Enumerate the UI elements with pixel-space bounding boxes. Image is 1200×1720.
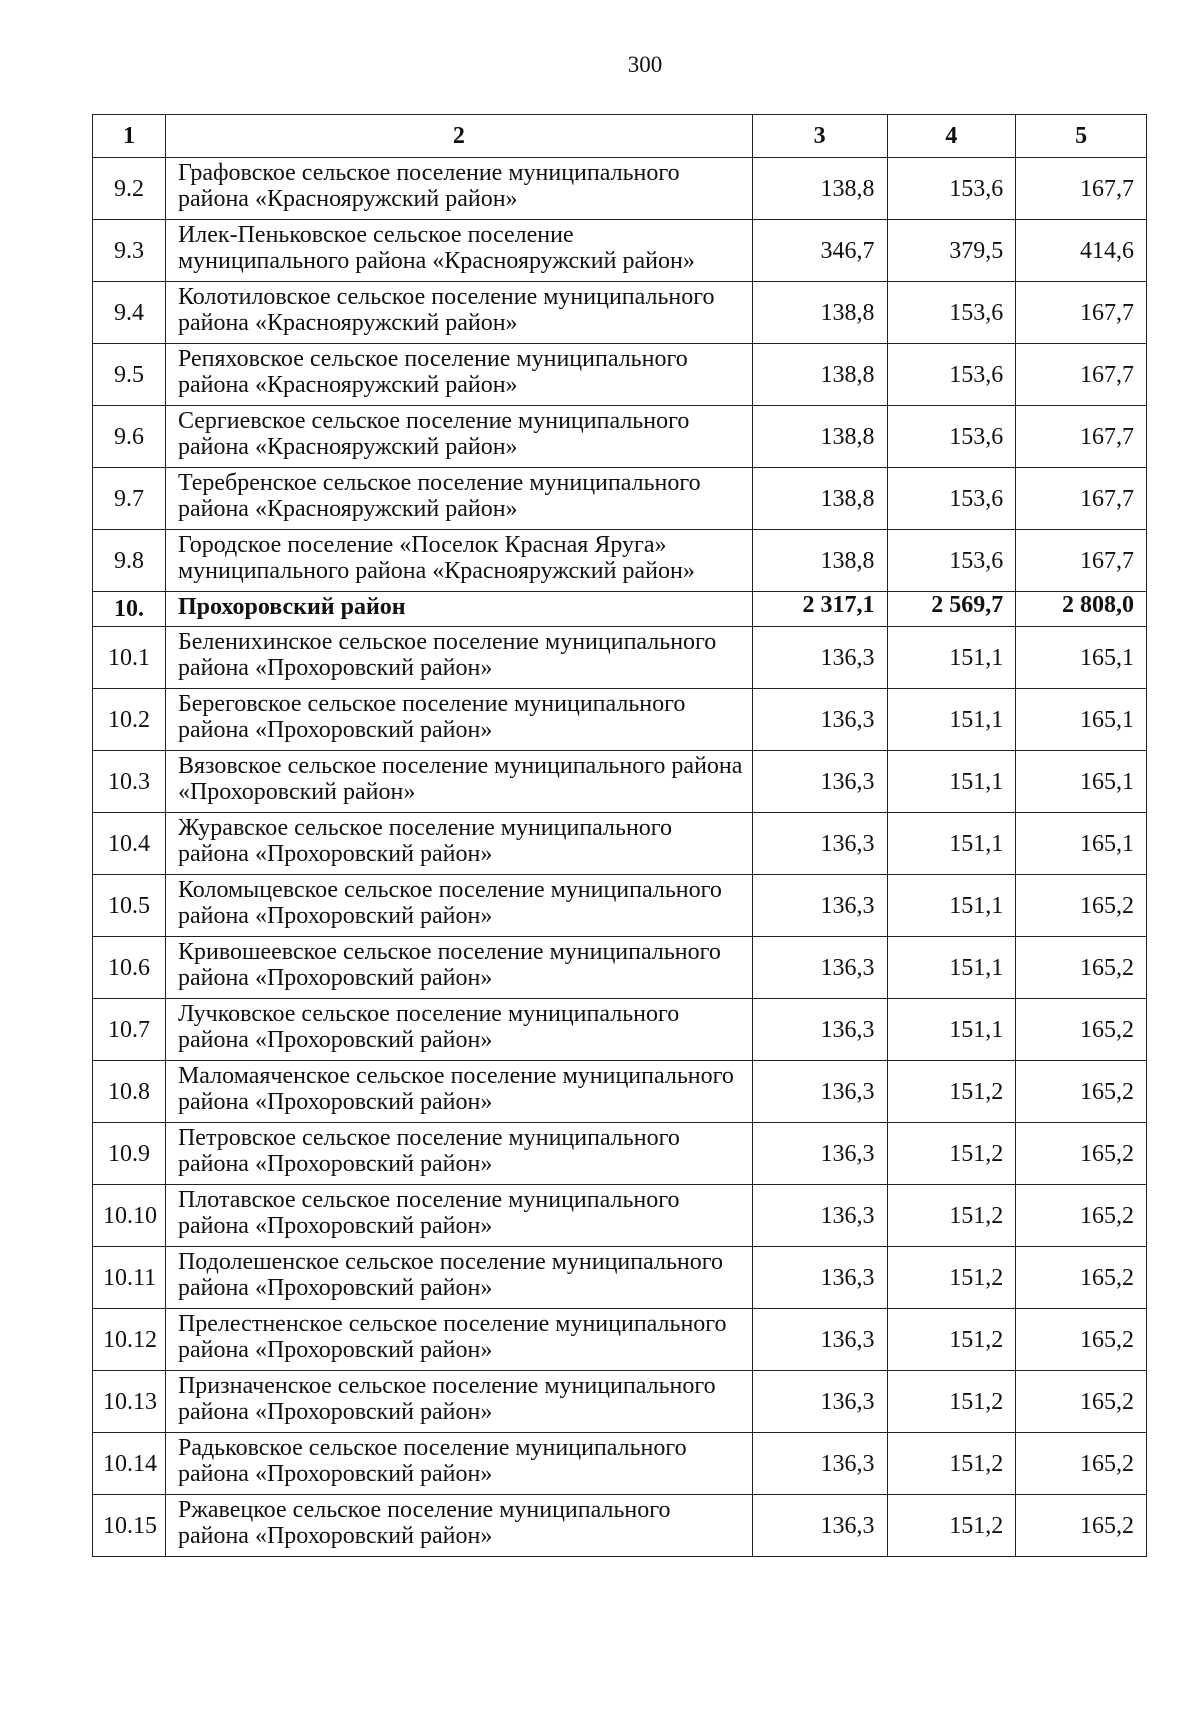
row-value-col5: 167,7 xyxy=(1016,530,1147,592)
table-row xyxy=(93,813,1147,875)
row-name-cell: Лучковское сельское поселение муниципального района «Прохоровский район» xyxy=(165,999,752,1061)
table-row xyxy=(93,751,1147,813)
row-value-col3: 138,8 xyxy=(752,530,887,592)
row-value-col3: 136,3 xyxy=(752,689,887,751)
row-value-col4: 379,5 xyxy=(887,220,1016,282)
row-value-col5: 165,2 xyxy=(1016,875,1147,937)
table-row xyxy=(93,344,1147,406)
row-name-cell: Подолешенское сельское поселение муниципального района «Прохоровский район» xyxy=(165,1247,752,1309)
row-number-cell: 10. xyxy=(93,592,166,627)
table-row xyxy=(93,1185,1147,1247)
row-value-col3: 136,3 xyxy=(752,627,887,689)
row-value-col5: 165,2 xyxy=(1016,1495,1147,1557)
row-number-cell: 10.6 xyxy=(93,937,166,999)
table-row xyxy=(93,468,1147,530)
table-row xyxy=(93,1123,1147,1185)
row-value-col4: 151,1 xyxy=(887,999,1016,1061)
row-name-cell: Вязовское сельское поселение муниципального района «Прохоровский район» xyxy=(165,751,752,813)
row-value-col4: 151,2 xyxy=(887,1123,1016,1185)
page-number: 300 xyxy=(627,52,663,77)
row-value-col5: 167,7 xyxy=(1016,158,1147,220)
table-row xyxy=(93,220,1147,282)
row-number-cell: 9.4 xyxy=(93,282,166,344)
table-row xyxy=(93,158,1147,220)
row-value-col3: 136,3 xyxy=(752,937,887,999)
table-row xyxy=(93,999,1147,1061)
row-name-cell: Радьковское сельское поселение муниципального района «Прохоровский район» xyxy=(165,1433,752,1495)
row-name-cell: Береговское сельское поселение муниципального района «Прохоровский район» xyxy=(165,689,752,751)
table-row xyxy=(93,1433,1147,1495)
row-value-col4: 151,2 xyxy=(887,1433,1016,1495)
row-value-col5: 165,1 xyxy=(1016,689,1147,751)
row-value-col5: 2 808,0 xyxy=(1016,592,1147,627)
row-value-col4: 153,6 xyxy=(887,468,1016,530)
table-body xyxy=(93,158,1147,1557)
row-value-col4: 153,6 xyxy=(887,530,1016,592)
row-value-col3: 136,3 xyxy=(752,999,887,1061)
row-value-col4: 151,1 xyxy=(887,875,1016,937)
row-value-col5: 167,7 xyxy=(1016,344,1147,406)
row-value-col5: 165,2 xyxy=(1016,937,1147,999)
table-section-row xyxy=(93,592,1147,627)
row-value-col4: 151,1 xyxy=(887,813,1016,875)
row-name-cell: Маломаяченское сельское поселение муниципального района «Прохоровский район» xyxy=(165,1061,752,1123)
row-value-col4: 151,1 xyxy=(887,689,1016,751)
table-row xyxy=(93,627,1147,689)
table-row xyxy=(93,1495,1147,1557)
row-value-col5: 165,2 xyxy=(1016,1185,1147,1247)
row-number-cell: 9.6 xyxy=(93,406,166,468)
row-value-col5: 165,2 xyxy=(1016,1061,1147,1123)
table-row xyxy=(93,406,1147,468)
row-value-col5: 167,7 xyxy=(1016,282,1147,344)
row-value-col4: 151,2 xyxy=(887,1309,1016,1371)
row-name-cell: Беленихинское сельское поселение муниципального района «Прохоровский район» xyxy=(165,627,752,689)
table-row xyxy=(93,1309,1147,1371)
row-value-col5: 165,2 xyxy=(1016,1123,1147,1185)
row-number-cell: 10.12 xyxy=(93,1309,166,1371)
row-number-cell: 10.13 xyxy=(93,1371,166,1433)
row-name-cell: Коломыцевское сельское поселение муниципального района «Прохоровский район» xyxy=(165,875,752,937)
row-value-col5: 165,2 xyxy=(1016,1309,1147,1371)
row-number-cell: 9.2 xyxy=(93,158,166,220)
row-number-cell: 9.5 xyxy=(93,344,166,406)
table-row xyxy=(93,530,1147,592)
row-value-col3: 2 317,1 xyxy=(752,592,887,627)
row-name-cell: Петровское сельское поселение муниципального района «Прохоровский район» xyxy=(165,1123,752,1185)
table-row xyxy=(93,282,1147,344)
row-name-cell: Кривошеевское сельское поселение муниципального района «Прохоровский район» xyxy=(165,937,752,999)
row-value-col5: 165,2 xyxy=(1016,999,1147,1061)
row-name-cell: Графовское сельское поселение муниципального района «Краснояружский район» xyxy=(165,158,752,220)
row-value-col3: 136,3 xyxy=(752,1309,887,1371)
row-value-col5: 167,7 xyxy=(1016,468,1147,530)
row-value-col4: 153,6 xyxy=(887,158,1016,220)
row-value-col5: 165,1 xyxy=(1016,751,1147,813)
row-value-col4: 151,1 xyxy=(887,627,1016,689)
row-number-cell: 9.3 xyxy=(93,220,166,282)
row-value-col5: 165,2 xyxy=(1016,1433,1147,1495)
row-name-cell: Городское поселение «Поселок Красная Яруга» муниципального района «Краснояружский район» xyxy=(165,530,752,592)
row-value-col5: 167,7 xyxy=(1016,406,1147,468)
row-name-cell: Репяховское сельское поселение муниципального района «Краснояружский район» xyxy=(165,344,752,406)
row-value-col5: 165,2 xyxy=(1016,1247,1147,1309)
row-number-cell: 10.3 xyxy=(93,751,166,813)
row-number-cell: 10.14 xyxy=(93,1433,166,1495)
row-name-cell: Теребренское сельское поселение муниципального района «Краснояружский район» xyxy=(165,468,752,530)
row-value-col4: 151,1 xyxy=(887,937,1016,999)
row-value-col3: 136,3 xyxy=(752,1247,887,1309)
row-value-col3: 136,3 xyxy=(752,1061,887,1123)
row-number-cell: 10.7 xyxy=(93,999,166,1061)
row-value-col5: 165,2 xyxy=(1016,1371,1147,1433)
row-value-col4: 151,1 xyxy=(887,751,1016,813)
row-value-col4: 153,6 xyxy=(887,344,1016,406)
column-header: 2 xyxy=(165,115,752,158)
row-value-col3: 138,8 xyxy=(752,468,887,530)
row-value-col3: 136,3 xyxy=(752,1371,887,1433)
row-value-col3: 136,3 xyxy=(752,1433,887,1495)
row-value-col3: 136,3 xyxy=(752,813,887,875)
row-value-col4: 153,6 xyxy=(887,406,1016,468)
row-name-cell: Прохоровский район xyxy=(165,592,752,627)
row-number-cell: 10.5 xyxy=(93,875,166,937)
row-value-col3: 138,8 xyxy=(752,406,887,468)
row-number-cell: 10.10 xyxy=(93,1185,166,1247)
row-number-cell: 10.2 xyxy=(93,689,166,751)
table-row xyxy=(93,1247,1147,1309)
row-number-cell: 10.8 xyxy=(93,1061,166,1123)
row-value-col3: 136,3 xyxy=(752,875,887,937)
row-name-cell: Колотиловское сельское поселение муниципального района «Краснояружский район» xyxy=(165,282,752,344)
row-name-cell: Илек-Пеньковское сельское поселение муниципального района «Краснояружский район» xyxy=(165,220,752,282)
row-name-cell: Призначенское сельское поселение муниципального района «Прохоровский район» xyxy=(165,1371,752,1433)
row-value-col4: 151,2 xyxy=(887,1247,1016,1309)
row-value-col4: 151,2 xyxy=(887,1495,1016,1557)
row-value-col5: 165,1 xyxy=(1016,627,1147,689)
row-value-col3: 136,3 xyxy=(752,1123,887,1185)
row-name-cell: Плотавское сельское поселение муниципального района «Прохоровский район» xyxy=(165,1185,752,1247)
table-row xyxy=(93,1371,1147,1433)
table-row xyxy=(93,875,1147,937)
row-value-col3: 136,3 xyxy=(752,751,887,813)
column-header: 5 xyxy=(1016,115,1147,158)
table-row xyxy=(93,937,1147,999)
row-value-col3: 138,8 xyxy=(752,158,887,220)
row-number-cell: 9.7 xyxy=(93,468,166,530)
row-number-cell: 10.9 xyxy=(93,1123,166,1185)
row-value-col3: 138,8 xyxy=(752,282,887,344)
row-number-cell: 10.15 xyxy=(93,1495,166,1557)
row-name-cell: Сергиевское сельское поселение муниципального района «Краснояружский район» xyxy=(165,406,752,468)
data-table xyxy=(92,114,1147,1557)
row-value-col5: 414,6 xyxy=(1016,220,1147,282)
row-value-col3: 138,8 xyxy=(752,344,887,406)
row-value-col3: 346,7 xyxy=(752,220,887,282)
row-value-col4: 2 569,7 xyxy=(887,592,1016,627)
table-header-row xyxy=(93,115,1147,158)
row-value-col3: 136,3 xyxy=(752,1185,887,1247)
row-number-cell: 10.1 xyxy=(93,627,166,689)
row-value-col4: 153,6 xyxy=(887,282,1016,344)
row-name-cell: Ржавецкое сельское поселение муниципального района «Прохоровский район» xyxy=(165,1495,752,1557)
row-value-col5: 165,1 xyxy=(1016,813,1147,875)
row-value-col3: 136,3 xyxy=(752,1495,887,1557)
row-number-cell: 10.11 xyxy=(93,1247,166,1309)
row-name-cell: Журавское сельское поселение муниципального района «Прохоровский район» xyxy=(165,813,752,875)
row-value-col4: 151,2 xyxy=(887,1185,1016,1247)
column-header: 3 xyxy=(752,115,887,158)
row-name-cell: Прелестненское сельское поселение муниципального района «Прохоровский район» xyxy=(165,1309,752,1371)
table-row xyxy=(93,1061,1147,1123)
row-value-col4: 151,2 xyxy=(887,1371,1016,1433)
table-row xyxy=(93,689,1147,751)
row-number-cell: 9.8 xyxy=(93,530,166,592)
row-value-col4: 151,2 xyxy=(887,1061,1016,1123)
column-header: 1 xyxy=(93,115,166,158)
row-number-cell: 10.4 xyxy=(93,813,166,875)
column-header: 4 xyxy=(887,115,1016,158)
